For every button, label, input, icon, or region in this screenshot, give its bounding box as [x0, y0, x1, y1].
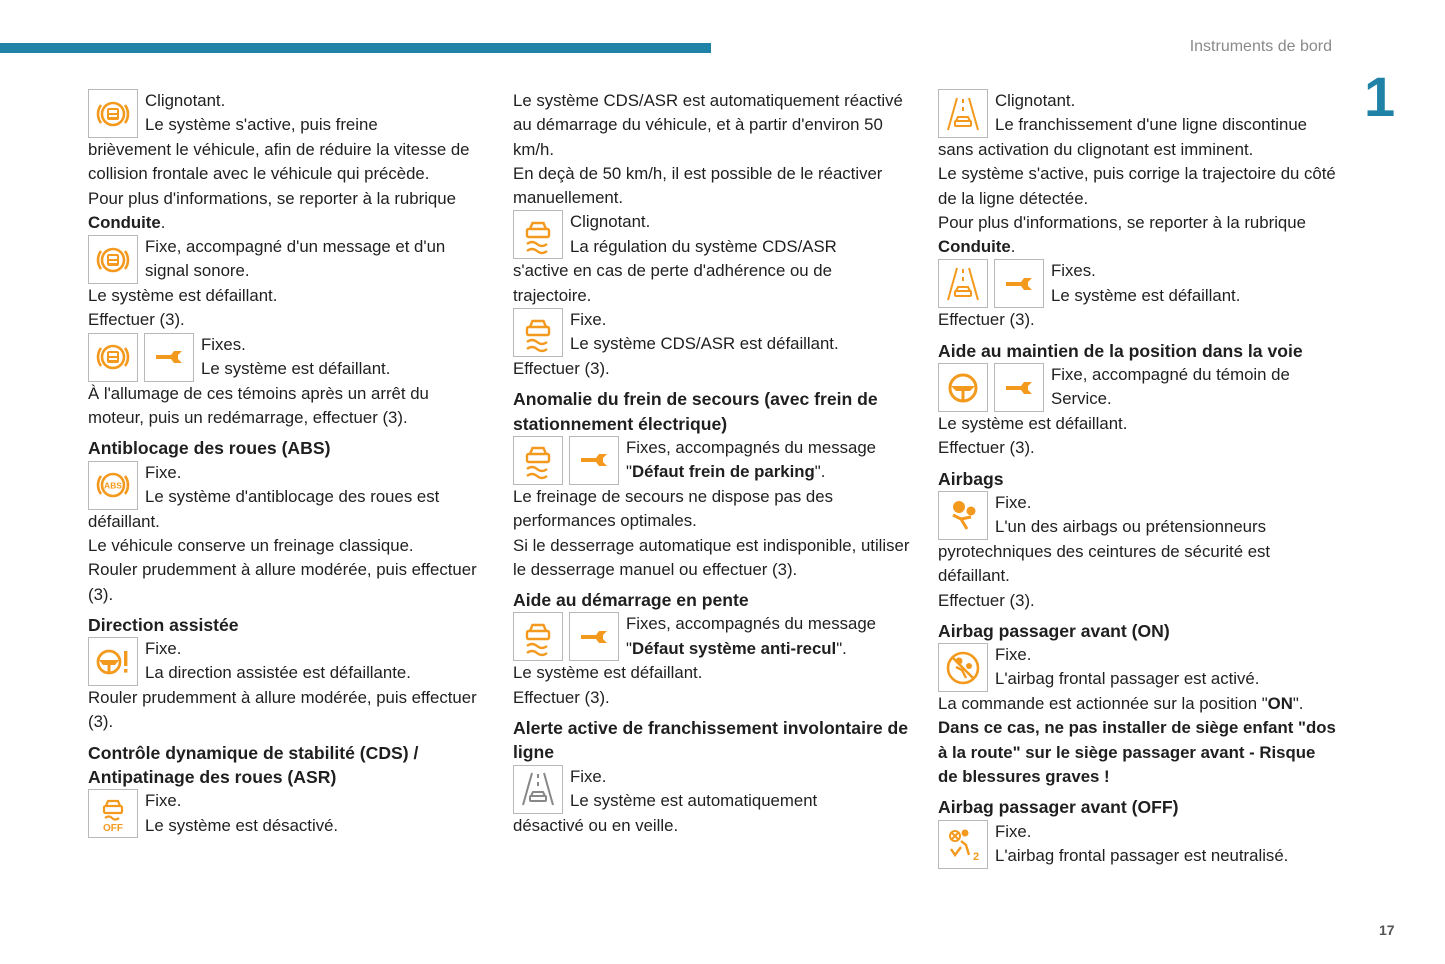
heading-abs: Antiblocage des roues (ABS) [88, 438, 331, 459]
column-3 [938, 89, 1338, 869]
text-line: La direction assistée est défaillante. [145, 663, 411, 683]
entry-airbags [938, 491, 1338, 540]
svg-text:OFF: OFF [103, 822, 123, 834]
text-line: Le système CDS/ASR est défaillant. [570, 334, 839, 354]
entry-cds-blinking [513, 210, 913, 259]
lane-keeping-steering-icon [938, 363, 988, 412]
entry-collision-blinking [88, 89, 488, 138]
text-line: "Défaut système anti-recul". [626, 638, 847, 658]
heading-alerte-ligne: Alerte active de franchissement involontaire de ligne [513, 718, 909, 763]
paragraph: Le système s'active, puis corrige la trajectoire du côté de la ligne détectée. [938, 164, 1336, 208]
wrench-service-icon [569, 436, 619, 485]
airbag-off-icon [938, 820, 988, 869]
paragraph: Effectuer (3). [513, 687, 610, 707]
wrench-service-icon [569, 612, 619, 661]
text-line: Le système est désactivé. [145, 815, 339, 835]
lane-departure-icon [938, 259, 988, 308]
text-line: La régulation du système CDS/ASR [570, 236, 837, 256]
paragraph: Effectuer (3). [938, 590, 1035, 610]
paragraph: Rouler prudemment à allure modérée, puis effectuer (3). [88, 688, 477, 732]
entry-airbag-on [938, 643, 1338, 692]
paragraph: sans activation du clignotant est imminent. [938, 140, 1254, 159]
airbag-icon [938, 491, 988, 540]
text-line: L'airbag frontal passager est neutralisé. [995, 845, 1289, 865]
text-line: Fixe. [995, 821, 1032, 841]
text-line: Fixes, accompagnés du message [626, 437, 876, 457]
text-line: Le système est automatiquement [570, 790, 818, 810]
entry-airbag-off [938, 820, 1338, 869]
paragraph: Le freinage de secours ne dispose pas des performances optimales. [513, 486, 833, 531]
paragraph: défaillant. [88, 511, 160, 531]
warning-paragraph: Dans ce cas, ne pas installer de siège enfant "dos à la route" sur le siège passager avant - Risque de blessures graves ! [938, 718, 1336, 787]
stability-control-icon [513, 308, 563, 357]
text-line: Le système d'antiblocage des roues est [145, 486, 440, 506]
text-line: Fixe, accompagné d'un message et d'un signal sonore. [145, 237, 446, 281]
collision-alert-icon [88, 89, 138, 138]
text-line: Fixes. [201, 334, 246, 354]
text-line: Le système est défaillant. [1051, 285, 1241, 305]
text-line: Fixe. [995, 492, 1032, 512]
entry-abs [88, 461, 488, 510]
paragraph: Le système est défaillant. [88, 286, 278, 306]
paragraph: Effectuer (3). [938, 438, 1035, 458]
paragraph: brièvement le véhicule, afin de réduire la vitesse de collision frontale avec le véhicule qui précède. [88, 140, 470, 184]
entry-direction [88, 637, 488, 686]
lane-departure-icon [938, 89, 988, 138]
paragraph: pyrotechniques des ceintures de sécurité est défaillant. [938, 541, 1271, 586]
paragraph: Si le desserrage automatique est indisponible, utiliser le desserrage manuel ou effectuer (3). [513, 535, 910, 579]
heading-direction: Direction assistée [88, 614, 239, 635]
chapter-number: 1 [1364, 65, 1396, 128]
text-line: Fixes. [1051, 261, 1096, 281]
paragraph: La commande est actionnée sur la position "ON". [938, 694, 1304, 714]
heading-cds-asr: Contrôle dynamique de stabilité (CDS) / Antipatinage des roues (ASR) [88, 742, 419, 788]
text-line: Fixe, accompagné du témoin de Service. [1051, 365, 1290, 409]
text-line: L'un des airbags ou prétensionneurs [995, 517, 1266, 537]
paragraph: Effectuer (3). [513, 359, 610, 379]
heading-maintien-voie: Aide au maintien de la position dans la voie [938, 340, 1303, 361]
lane-departure-icon [513, 765, 563, 814]
heading-aide-pente: Aide au démarrage en pente [513, 590, 749, 611]
heading-airbag-off: Airbag passager avant (OFF) [938, 797, 1179, 818]
text-line: "Défaut frein de parking". [626, 462, 826, 482]
text-line: Le système s'active, puis freine [145, 115, 378, 135]
wrench-service-icon [994, 363, 1044, 412]
stability-control-icon [513, 436, 563, 485]
paragraph: Le système CDS/ASR est automatiquement réactivé au démarrage du véhicule, et à partir d'environ 50 km/h. [513, 91, 903, 159]
paragraph: Le système est défaillant. [513, 663, 703, 683]
stability-control-icon [513, 612, 563, 661]
text-line: Clignotant. [570, 212, 651, 232]
entry-lane-blinking [938, 89, 1338, 138]
entry-collision-fixed [88, 235, 488, 284]
entry-frein-secours [513, 436, 913, 485]
entry-collision-service [88, 333, 488, 382]
abs-icon [88, 461, 138, 510]
text-line: Le système est défaillant. [201, 359, 391, 379]
section-title: Instruments de bord [1189, 38, 1332, 55]
paragraph: désactivé ou en veille. [513, 815, 679, 835]
collision-alert-icon [88, 235, 138, 284]
paragraph: Le système est défaillant. [938, 414, 1128, 434]
text-line: Fixe. [570, 766, 607, 786]
heading-frein-secours: Anomalie du frein de secours (avec frein de stationnement électrique) [513, 389, 878, 434]
svg-text:ABS: ABS [104, 480, 122, 491]
entry-cds-fixed [513, 308, 913, 357]
paragraph: À l'allumage de ces témoins après un arrêt du moteur, puis un redémarrage, effectuer (3). [88, 383, 429, 428]
stability-control-icon [513, 210, 563, 259]
paragraph: Pour plus d'informations, se reporter à la rubrique Conduite. [88, 188, 456, 232]
paragraph: s'active en cas de perte d'adhérence ou de trajectoire. [513, 261, 832, 305]
column-2 [513, 89, 913, 838]
paragraph: Effectuer (3). [938, 310, 1035, 330]
wrench-service-icon [994, 259, 1044, 308]
entry-lane-fixed [938, 259, 1338, 308]
paragraph: En deçà de 50 km/h, il est possible de le réactiver manuellement. [513, 163, 883, 208]
text-line: Fixe. [995, 645, 1032, 665]
header-accent-bar [0, 43, 711, 53]
heading-airbag-on: Airbag passager avant (ON) [938, 620, 1170, 641]
text-line: Fixe. [570, 310, 607, 330]
text-line: Fixes, accompagnés du message [626, 614, 876, 634]
text-line: Clignotant. [995, 91, 1076, 110]
steering-warning-icon [88, 637, 138, 686]
paragraph: Le véhicule conserve un freinage classique. [88, 535, 414, 555]
column-1 [88, 89, 488, 838]
text-line: Clignotant. [145, 91, 226, 110]
airbag-on-icon [938, 643, 988, 692]
text-line: Fixe. [145, 639, 182, 659]
wrench-service-icon [144, 333, 194, 382]
text-line: Fixe. [145, 462, 182, 482]
stability-off-icon [88, 789, 138, 838]
text-line: Fixe. [145, 791, 182, 811]
page-number: 17 [1379, 922, 1395, 938]
entry-aide-pente [513, 612, 913, 661]
paragraph: Pour plus d'informations, se reporter à la rubrique Conduite. [938, 212, 1306, 257]
entry-alerte-ligne [513, 765, 913, 814]
heading-airbags: Airbags [938, 468, 1004, 489]
paragraph: Effectuer (3). [88, 310, 185, 330]
entry-cds-off [88, 789, 488, 838]
entry-maintien-voie [938, 363, 1338, 412]
paragraph: Rouler prudemment à allure modérée, puis effectuer (3). [88, 560, 477, 604]
text-line: Le franchissement d'une ligne discontinue [995, 115, 1307, 135]
svg-text:2: 2 [972, 851, 980, 864]
collision-alert-icon [88, 333, 138, 382]
text-line: L'airbag frontal passager est activé. [995, 669, 1260, 689]
